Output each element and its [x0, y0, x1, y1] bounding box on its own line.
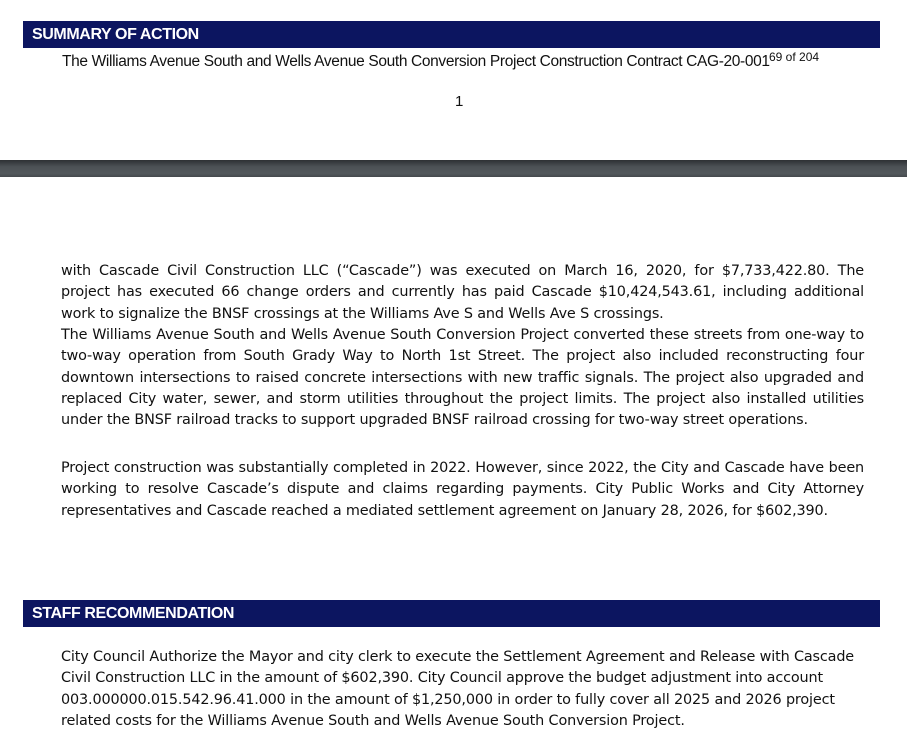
staff-recommendation-paragraph: City Council Authorize the Mayor and city clerk to execute the Settlement Agreement and Release with Cascade Civil Construction LLC in the amount of $602,390. City Council approve the budget adjustment into account 003.000000.015.542.96.41.000 in the amount of $1,250,000 in order to fully cover all 2025 and 2026 project related costs for the Williams Avenue South and Wells Avenue South Conversion Project. [61, 649, 855, 729]
page-number: 1 [455, 93, 464, 110]
section-heading-staff-recommendation: STAFF RECOMMENDATION [23, 600, 880, 627]
summary-paragraph-settlement: Project construction was substantially completed in 2022. However, since 2022, the City and Cascade have been working to resolve Cascade’s dispute and claims regarding payments. City Public Works and City Attorney representatives and Cascade reached a mediated settlement agreement on January 28, 2026, for $602,390. [61, 460, 864, 519]
page-separator [0, 160, 907, 177]
summary-continued-line: The Williams Avenue South and Wells Avenue South Conversion Project Construction Contract CAG-20-001 [62, 53, 770, 70]
page-stamp: 69 of 204 [769, 50, 820, 64]
summary-paragraph-contract: with Cascade Civil Construction LLC (“Cascade”) was executed on March 16, 2020, for $7,733,422.80. The project has executed 66 change orders and currently has paid Cascade $10,424,543.61, including additional work to signalize the BNSF crossings at the Williams Ave S and Wells Ave S crossings. [61, 263, 864, 322]
summary-paragraph-project-scope: The Williams Avenue South and Wells Avenue South Conversion Project converted these streets from one-way to two-way operation from South Grady Way to North 1st Street. The project also included reconstructing four downtown intersections to raised concrete intersections with new traffic signals. The project also upgraded and replaced City water, sewer, and storm utilities throughout the project limits. The project also installed utilities under the BNSF railroad tracks to support upgraded BNSF railroad crossing for two-way street operations. [61, 327, 864, 429]
section-heading-summary-of-action: SUMMARY OF ACTION [23, 21, 880, 48]
